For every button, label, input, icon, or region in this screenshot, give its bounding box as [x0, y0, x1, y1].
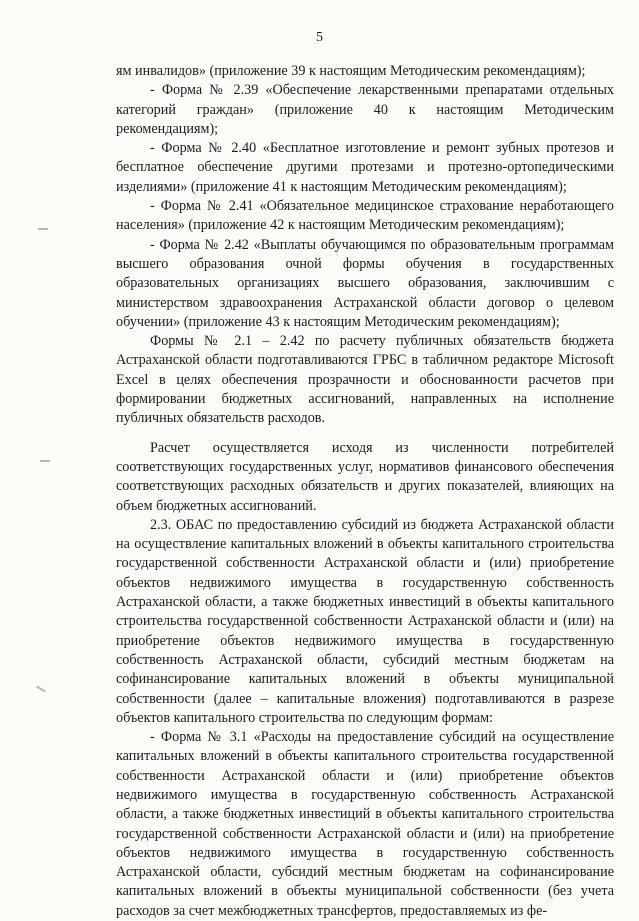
paragraph: - Форма № 2.41 «Обязательное медицинское страхование неработающего населения» (приложение 42 к настоящим Методическим рекомендациям); — [116, 198, 614, 234]
paragraph: ям инвалидов» (приложение 39 к настоящим Методическим рекомендациям); — [116, 63, 586, 79]
page-number: 5 — [316, 30, 323, 45]
paragraph: 2.3. ОБАС по предоставлению субсидий из бюджета Астраханской области на осуществление капитальных вложений в объекты капитального строительства государственной собственности Астраханской области и (или) приобретение объектов недвижимого имущества в государственную собственность Астраханской области, а также бюджетных инвестиций в объекты капитального строительства государственной собственности Астраханской области и (или) на приобретение объектов недвижимого имущества в государственную собственность Астраханской области, субсидий местным бюджетам на софинансирование капитальных вложений в объекты муниципальной собственности (далее – капитальные вложения) подготавливаются в разрезе объектов капитального строительства по следующим формам: — [116, 516, 614, 726]
scan-mark — [40, 460, 50, 462]
paragraph: Расчет осуществляется исходя из численности потребителей соответствующих государственных услуг, нормативов финансового обеспечения соответствующих расходных обязательств и других показателей, влияющих на объем бюджетных ассигнований. — [116, 439, 614, 514]
document-body — [116, 62, 614, 921]
paragraph: - Форма № 3.1 «Расходы на предоставление субсидий на осуществление капитальных вложений в объекты капитального строительства государственной собственности Астраханской области и (или) приобретение объектов недвижимого имущества в государственную собственность Астраханской области, а также бюджетных инвестиций в объекты капитального строительства государственной собственности Астраханской области и (или) на приобретение объектов недвижимого имущества в государственную собственность Астраханской области, субсидий местным бюджетам на софинансирование капитальных вложений в объекты муниципальной собственности (без учета расходов за счет межбюджетных трансфертов, предоставляемых из фе- — [116, 729, 614, 919]
scan-mark — [38, 228, 48, 230]
paragraph: - Форма № 2.40 «Бесплатное изготовление и ремонт зубных протезов и бесплатное обеспечение другими протезами и протезно-ортопедическими изделиями» (приложение 41 к настоящим Методическим рекомендациям); — [116, 140, 614, 195]
paragraph: - Форма № 2.39 «Обеспечение лекарственными препаратами отдельных категорий граждан» (приложение 40 к настоящим Методическим рекомендациям); — [116, 82, 614, 137]
scan-mark — [36, 686, 46, 693]
paragraph: - Форма № 2.42 «Выплаты обучающимся по образовательным программам высшего образования очной формы обучения в государственных образовательных организациях высшего образования, заключившим с министерством здравоохранения Астраханской области договор о целевом обучении» (приложение 43 к настоящим Методическим рекомендациям); — [116, 236, 614, 330]
paragraph: Формы № 2.1 – 2.42 по расчету публичных обязательств бюджета Астраханской области подготавливаются ГРБС в табличном редакторе Microsoft Excel в целях обеспечения прозрачности и обоснованности расчетов при формировании бюджетных ассигнований, направленных на исполнение публичных обязательств расходов. — [116, 333, 614, 427]
